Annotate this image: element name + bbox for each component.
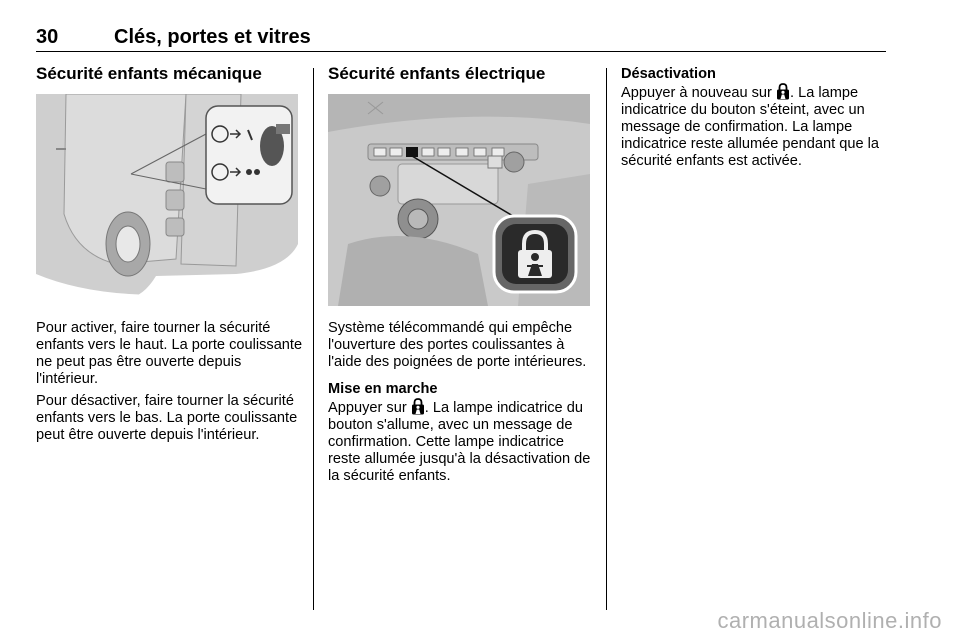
van-rear-door-illustration (36, 94, 298, 306)
column-mechanical (36, 62, 304, 444)
child-lock-icon (776, 83, 790, 100)
activation-text-end: . La lampe indicatrice du bouton s'allume, avec un message de confirmation. Cette lampe indicatrice reste allumée jusqu'à la désactivation de la sécurité enfants. (328, 400, 591, 484)
paragraph-activate: Pour activer, faire tourner la sécurité enfants vers le haut. La porte coulissante ne peut pas être ouverte depuis l'intérieur. (36, 320, 303, 387)
dashboard-button-illustration (328, 94, 590, 306)
subsection-title-deactivation: Désactivation (621, 66, 716, 82)
column-electric (328, 62, 596, 485)
column-divider (606, 68, 607, 610)
section-title-mechanical: Sécurité enfants mécanique (36, 64, 262, 83)
header-rule (36, 51, 886, 52)
subsection-activation (328, 381, 596, 485)
column-deactivation (621, 62, 889, 170)
paragraph-description: Système télécommandé qui empêche l'ouverture des portes coulissantes à l'aide des poignées de porte intérieures. (328, 320, 587, 370)
subsection-deactivation (621, 66, 889, 170)
page-number: 30 (36, 26, 59, 48)
footer-watermark: carmanualsonline.info (717, 608, 942, 633)
section-title-electric: Sécurité enfants électrique (328, 64, 546, 83)
activation-text-start: Appuyer sur (328, 400, 411, 416)
child-lock-icon (411, 398, 425, 415)
column-divider (313, 68, 314, 610)
deactivation-text-start: Appuyer à nouveau sur (621, 85, 776, 101)
deactivation-text-end: . La lampe indicatrice du bouton s'éteint, avec un message de confirmation. La lampe indicatrice reste allumée pendant que la sécurité enfants est activée. (621, 85, 879, 169)
paragraph-deactivate: Pour désactiver, faire tourner la sécurité enfants vers le bas. La porte coulissante peut être ouverte depuis l'intérieur. (36, 393, 298, 443)
chapter-title: Clés, portes et vitres (114, 26, 311, 48)
subsection-title-activation: Mise en marche (328, 381, 438, 397)
